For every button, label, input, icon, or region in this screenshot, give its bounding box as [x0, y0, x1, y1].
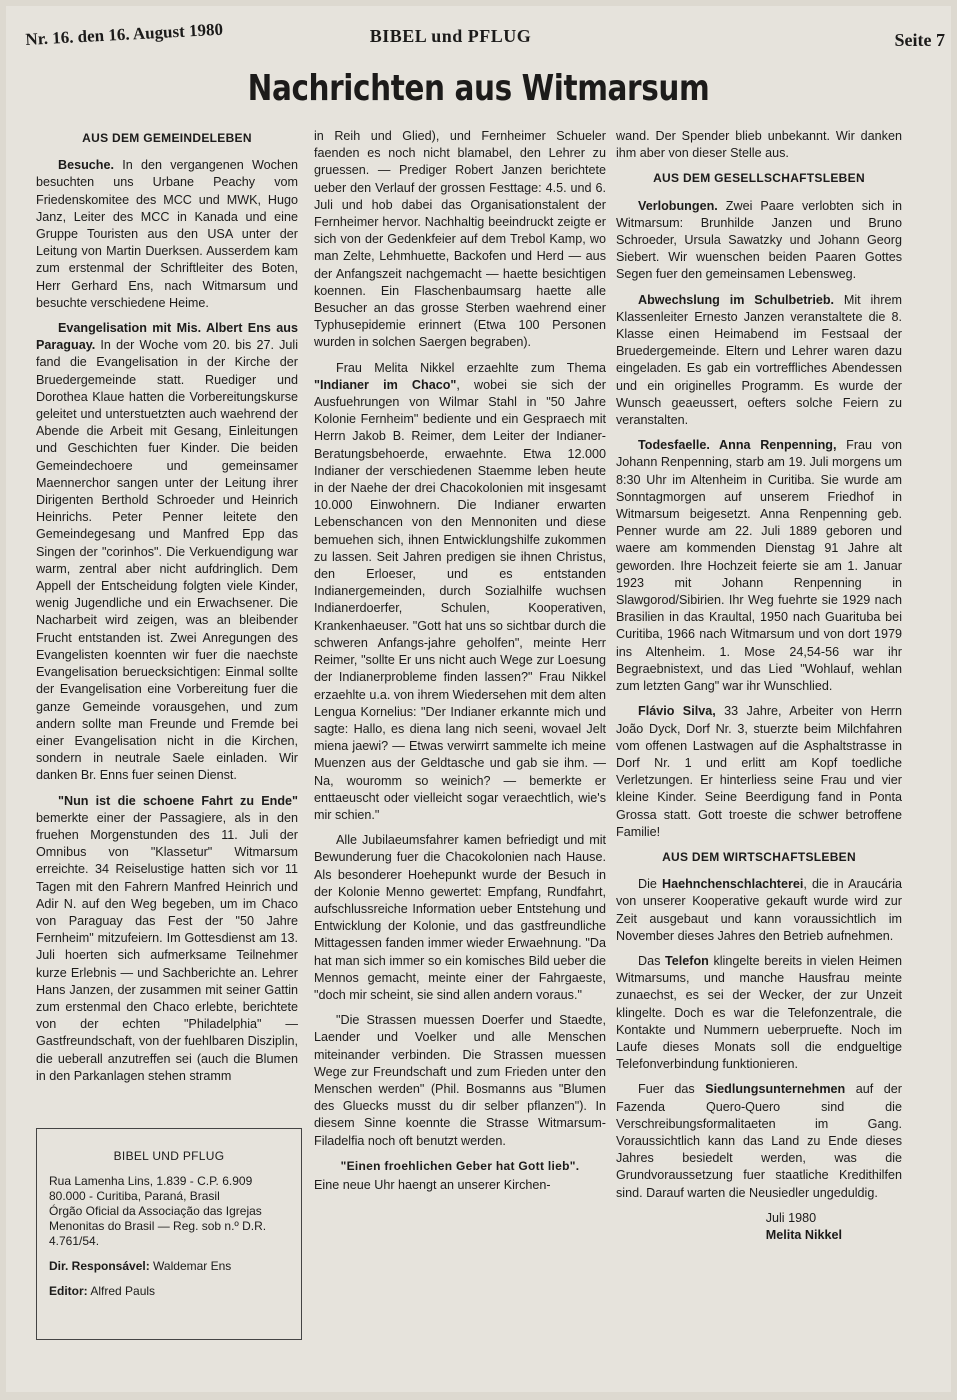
paragraph-indianer [314, 360, 606, 824]
lead-indianer: "Indianer im Chaco" [314, 377, 457, 392]
text-telefon-a: Das [638, 953, 665, 968]
text-schlachterei-c: , die in Araucária von unserer Kooperative gekauft wurde wird zur Zeit ausgebaut und kann voraussichtlich im November dieses Jahres den Betrieb aufnehmen. [616, 877, 902, 943]
responsible-name: Waldemar Ens [149, 1259, 232, 1273]
masthead-responsible [49, 1259, 289, 1274]
paragraph-spender: wand. Der Spender blieb unbekannt. Wir danken ihm aber von dieser Stelle aus. [616, 129, 902, 161]
text-schlachterei-a: Die [638, 877, 662, 892]
column-1 [36, 128, 298, 1093]
lead-schlachterei: Haehnchenschlachterei [662, 877, 804, 892]
text-siedlung-a: Fuer das [638, 1082, 706, 1097]
masthead-title: BIBEL UND PFLUG [113, 1149, 225, 1163]
text-siedlung-c: auf der Fazenda Quero-Quero sind die Verschreibungsformalitaeten im Gang. Voraussichtlich kann das Land zu Ende dieses Jahres besiedelt werden, was die Grundvoraussetzung fuer staatliche Kredithilfen sind. Darauf warten die Neusiedler ungeduldig. [616, 1082, 902, 1200]
editor-label: Editor: [49, 1284, 88, 1298]
paragraph-siedlung [616, 1081, 902, 1201]
lead-schulbetrieb: Abwechslung im Schulbetrieb. [638, 292, 835, 307]
section-heading-gemeindeleben: AUS DEM GEMEINDELEBEN [82, 131, 252, 145]
section-heading-wirtschaftsleben: AUS DEM WIRTSCHAFTSLEBEN [662, 849, 856, 864]
column-2 [314, 128, 606, 1202]
lead-siedlung: Siedlungsunternehmen [705, 1082, 846, 1097]
paragraph-uhr: Eine neue Uhr haengt an unserer Kirchen- [314, 1177, 551, 1192]
lead-besuche: Besuche. [58, 158, 114, 173]
text-telefon-c: klingelte bereits in vielen Heimen Witmarsums, und manche Hausfrau meinte zunaechst, es sei der Wecker, der zur Unzeit klingelte. Doch es war die Telefonzentrale, die Kontakte und Nummern ueberpruefte. Noch im Laufe dieses Monats soll die endgueltige Telefonverbindung funktionieren. [616, 953, 902, 1072]
text-flavio: 33 Jahre, Arbeiter von Herrn João Dyck, Dorf Nr. 3, stuerzte beim Milchfahren vom offenen Lastwagen auf die Asphaltstrasse in Dorf Nr. 1 und erlitt am Kopf toedliche Verletzungen. Er hinterliess seine Frau und vier kleine Kinder. Seine Beerdigung fand in Ponta Grossa statt. Gott troeste die schwer betroffene Familie! [616, 704, 903, 839]
paragraph-todesfaelle [616, 437, 902, 695]
masthead-address: Rua Lamenha Lins, 1.839 - C.P. 6.909 80.000 - Curitiba, Paraná, Brasil [49, 1174, 253, 1203]
lead-fahrt: "Nun ist die schoene Fahrt zu Ende" [58, 793, 298, 808]
text-schulbetrieb: Mit ihrem Klassenleiter Ernesto Janzen veranstaltete die 8. Klasse einen Heimabend im Festsaal der Bruedergemeinde. Eltern und Lehrer waren dazu eingeladen. Es gab ein vortreffliches Abendessen und ein originelles Programm. Es wurde der Wunsch geaeussert, oefters solche Feiern zu veranstalten. [616, 292, 902, 428]
text-indianer-a: Frau Melita Nikkel erzaehlte zum Thema [336, 360, 606, 375]
text-indianer-c: , wobei sie sich der Ausfuehrungen von Wilmar Stahl in "50 Jahre Kolonie Fernheim" bediente und ein Gespraech mit Herrn Jakob B. Reimer, dem Leiter der Indianer-Beratungsbehoerde, erwaehnte. Etwa 12.000 Indianer der verschiedenen Staemme leben heute in der Naehe der drei Chacokolonien mit insgesamt 10.000 Einwohnern. Die Indianer erwarten Lebenschancen von den Mennoniten und diese bemuehen sich, ihnen Entwicklungshilfe zukommen zu lassen. Seit Jahren predigen sie ihnen Christus, den Erloeser, und es entstanden Indianergemeinden, durch Sozialhilfe wuchsen Indianerdoerfer, Schulen, Kooperativen, Krankenhaeuser. "Gott hat uns so sichtbar durch die schweren Anfangs-jahre geholfen", meinte Herr Reimer, "sollte Er uns nicht auch Wege zur Loesung der Indianerprobleme finden lassen?" Frau Nikkel erzaehlte u.a. von ihrem Wiedersehen mit dem alten Lengua Kornelius: "Der Indianer erkannte mich und sagte: Hallo, es diena lang nich seeni, wovael Jelt miena jaewi? — Etwas verwirrt sammelte ich meine Muenzen aus der Geldtasche und gab sie ihm. — Na, wouromm so weinich? — bemerkte er enttaeuscht oder vielleicht sogar veraechtlich, wie's mir schien." [314, 377, 606, 822]
lead-flavio: Flávio Silva, [638, 704, 716, 719]
text-evangelisation: In der Woche vom 20. bis 27. Juli fand die Evangelisation in der Kirche der Bruedergemeinde statt. Ruediger und Dorothea Klaue hatten die Vorbereitungskurse geleitet und unterstuetzten auch waehrend der Abende die Arbeit mit Gesang, Einleitungen und Geschichten fuer Kinder. Die beiden Gemeindechoere und gemeinsamer Maennerchor sangen unter der Leitung ihrer Dirigenten Berthold Schroeder und Heinrich Heinrichs. Peter Penner leitete den Gemeindegesang und Manfred Epp das Singen der "corinhos". Die Verkuendigung war warm, zentral aber nicht aufdringlich. Dem Appell der Entscheidung folgten viele Kinder, wenig Jugendliche und ein Erwachsener. Die Nacharbeit wird zeigen, was an bleibender Frucht entstanden ist. Zwei Anregungen des Evangelisten koennten wir fuer die naechste Evangelisation beruecksichtigen: Einmal sollte der Evangelisation eine Vorbereitung fuer die ganze Gemeinde vorausgehen, und zum andern sollte man Freunde und Fremde bei einer Evangelisation nicht in die Kirchen, sondern in neutrale Saele einladen. Wir danken Br. Enns fuer seinen Dienst. [36, 338, 298, 783]
paragraph-verlobungen [616, 198, 902, 284]
paragraph-schlachterei [616, 876, 902, 945]
paragraph-festtage: in Reih und Glied), und Fernheimer Schueler faenden es noch nicht blamabel, den Lehrer zu gruessen. — Prediger Robert Janzen berichtete ueber den Verlauf der grossen Festtage: 4.5. und 6. Juli und hob dabei das Organisationstalent der Fernheimer hervor. Nachhaltig beeindruckt zeigte er sich von der Gedenkfeier auf dem Trebol Kamp, wo man Zelte, Lehmhuette, Backofen und Herd — aus der Anfangszeit nachgemacht — haette besichtigen koennen. Ein Flaschenbaumsarg haette alle Besucher an das grosse Sterben waehrend einer Typhusepidemie erinnert (Etwa 100 Personen wurden in solchen Saergen begraben). [314, 129, 606, 350]
page-header [18, 19, 945, 56]
masthead-editor [49, 1284, 289, 1299]
text-besuche: In den vergangenen Wochen besuchten uns Urbane Peachy vom Friedenskomitee des MCC und MWK, Hugo Janz, Leiter des MCC in Kanada und eine Gruppe Touristen aus den USA unter der Leitung von Martin Duerksen. Ausserdem kam zum erstenmal der Schriftleiter des Boten, Herr Gerhard Ens, nach Witmarsum und besuchte verschiedene Heime. [36, 158, 298, 310]
column-3 [616, 128, 902, 1244]
text-fahrt: bemerkte einer der Passagiere, als in den fruehen Morgenstunden des 11. Juli der Omnibus von "Klassetur" Witmarsum erreichte. 34 Reiselustige hatten sich vor 11 Tagen mit den Fahrern Manfred Heinrich und Adir N. auf den Weg begeben, um im Chaco von Paraguay das Fest der "50 Jahre Fernheim" mitzufeiern. Im Gottesdienst am 13. Juli hoerten sich aufmerksame Teilnehmer kurze Erlebnis — und Sachberichte an. Lehrer Hans Janzen, der zusammen mit seiner Gattin zum erstenmal den Chaco erlebte, berichtete von der echten "Philadelphia" — Gastfreundschaft, von der fuehlbaren Disziplin, die ueberall anzutreffen sei (auch die Blumen in den Parkanlagen stehen stramm [36, 810, 298, 1083]
page-number: Seite 7 [894, 30, 945, 50]
responsible-label: Dir. Responsável: [49, 1259, 150, 1273]
editor-name: Alfred Pauls [87, 1284, 156, 1298]
signature-block [616, 1210, 842, 1244]
paragraph-telefon [616, 953, 902, 1073]
paragraph-jubilaeum: Alle Jubilaeumsfahrer kamen befriedigt und mit Bewunderung fuer die Chacokolonien nach Hause. Als besonderer Hoehepunkt wurde der Besuch in der Kolonie Menno gewertet: Empfang, Rundfahrt, aufschlussreiche Information ueber Entstehung und Entwicklung der Kolonie, und das gastfreundliche Mittagessen fanden immer wieder Erwaehnung. "Da hat man sich immer so ein komisches Bild ueber die Mennos gemacht, meinte einer der Fahrgaeste, "doch mir scheint, sie sind allen andern voraus." [314, 833, 606, 1002]
heading-geber: "Einen froehlichen Geber hat Gott lieb". [340, 1158, 580, 1173]
text-verlobungen: Zwei Paare verlobten sich in Witmarsum: Brunhilde Janzen und Bruno Schroeder, Ursula Sawatzky und Johann Georg Siebert. Wir wuenschen beiden Paaren Gottes Segen fuer den gemeinsamen Lebensweg. [616, 198, 902, 282]
page-title: Nachrichten aus Witmarsum [247, 68, 710, 109]
lead-todesfaelle: Todesfaelle. Anna Renpenning, [638, 438, 837, 453]
text-todesfaelle: Frau von Johann Renpenning, starb am 19. Juli morgens um 8:30 Uhr im Altenheim in Curitiba. Sie wurde am Sonntagmorgen auf unserem Friedhof in Witmarsum beigesetzt. Anna Renpenning geb. Penner wurde am 22. Juli 1889 geboren und waere am kommenden Dienstag 91 Jahre alt geworden. Ihre Hochzeit feierte sie am 1. Januar 1923 mit Johann Renpenning in Slawgorod/Sibirien. Ihr Weg fuehrte sie 1929 nach Brasilien in das Kraultal, 1950 nach Guarituba bei Curitiba, 1966 nach Witmarsum und von dort 1979 ins Altenheim. 1. Mose 24,54-56 war ihr Begraebnistext, und das Lied "Wohlauf, wehlan zum letzten Gang" war ihr Wunschlied. [616, 438, 902, 694]
lead-verlobungen: Verlobungen. [638, 198, 718, 213]
paragraph-strassen: "Die Strassen muessen Doerfer und Staedte, Laender und Voelker und alle Menschen miteinander verbinden. Die Strassen muessen Wege zur Freundschaft und zum Frieden unter den Menschen werden" (Phil. Bosmanns aus "Blumen des Gluecks musst du dir selber pflanzen"). In diesem Sinne koennte die Strasse Witmarsum-Filadelfia noch oft benutzt werden. [314, 1013, 606, 1148]
masthead-box [36, 1128, 302, 1340]
lead-telefon: Telefon [665, 953, 709, 968]
lead-evangelisation: Evangelisation mit Mis. Albert Ens aus Paraguay. [36, 321, 298, 353]
signature-author: Melita Nikkel [765, 1227, 842, 1242]
masthead-organ: Órgão Oficial da Associação das Igrejas Menonitas do Brasil — Reg. sob n.º D.R. 4.761/54. [49, 1204, 267, 1248]
paragraph-evangelisation [36, 320, 298, 784]
newspaper-page [6, 6, 951, 1392]
paragraph-fahrt [36, 793, 298, 1085]
section-heading-gesellschaftsleben: AUS DEM GESELLSCHAFTSLEBEN [653, 171, 865, 186]
paragraph-schulbetrieb [616, 292, 902, 430]
issue-line: Nr. 16. den 16. August 1980 [24, 19, 224, 50]
paragraph-flavio [616, 703, 902, 841]
signature-date: Juli 1980 [765, 1210, 817, 1225]
paragraph-besuche [36, 157, 298, 312]
paper-name: BIBEL und PFLUG [369, 26, 532, 46]
